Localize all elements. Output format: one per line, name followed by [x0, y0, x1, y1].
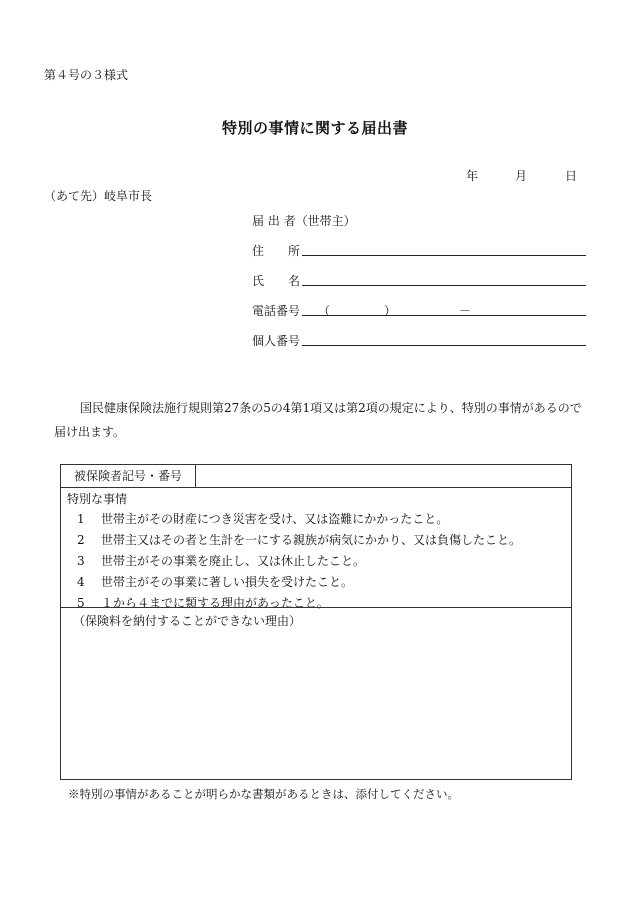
circumstances-table: [60, 464, 572, 780]
item-text: 世帯主がその事業を廃止し、又は休止したこと。: [101, 554, 366, 568]
item-text: 世帯主又はその者と生計を一にする親族が病気にかかり、又は負傷したこと。: [101, 533, 522, 547]
applicant-heading: 届 出 者（世帯主）: [252, 214, 356, 228]
address-label: 住 所: [252, 244, 301, 258]
name-label: 氏 名: [252, 274, 301, 288]
reason-label: （保険料を納付することができない理由）: [73, 614, 302, 628]
list-item: [77, 530, 521, 551]
item-number: 1: [77, 512, 85, 526]
phone-open-paren: （: [318, 304, 331, 318]
insured-row: [61, 465, 571, 488]
phone-label: 電話番号: [252, 304, 301, 318]
page-title: 特別の事情に関する届出書: [221, 119, 408, 137]
date-day-label: 日: [565, 169, 578, 183]
item-number: 5: [77, 596, 85, 610]
list-item: [77, 551, 521, 572]
item-text: 世帯主がその事業に著しい損失を受けたこと。: [101, 575, 354, 589]
item-text: 世帯主がその財産につき災害を受け、又は盗難にかかったこと。: [101, 512, 449, 526]
list-item: [77, 509, 521, 530]
phone-field[interactable]: [302, 315, 586, 316]
item-number: 3: [77, 554, 85, 568]
addressee: （あて先）岐阜市長: [44, 189, 153, 203]
individual-number-field[interactable]: [302, 345, 586, 346]
phone-close-paren: ）: [384, 304, 397, 318]
address-field[interactable]: [302, 255, 586, 256]
special-circumstances-title: 特別な事情: [67, 492, 128, 506]
item-text: １から４までに類する理由があったこと。: [101, 596, 329, 610]
individual-number-label: 個人番号: [252, 334, 301, 348]
list-item: [77, 572, 521, 593]
insured-number-label: 被保険者記号・番号: [61, 465, 196, 487]
name-field[interactable]: [302, 285, 586, 286]
list-item: [77, 593, 521, 614]
insured-number-field[interactable]: [197, 465, 571, 487]
form-number: 第４号の３様式: [44, 68, 129, 82]
date-month-label: 月: [515, 169, 528, 183]
statement-line-2: 届け出ます。: [54, 425, 126, 439]
item-number: 2: [77, 533, 85, 547]
statement-line-1: 国民健康保険法施行規則第27条の5の4第1項又は第2項の規定により、特別の事情があるので: [80, 401, 582, 415]
section-divider: [61, 607, 571, 608]
phone-dash: －: [459, 304, 472, 318]
circumstances-list: [77, 509, 521, 614]
item-number: 4: [77, 575, 85, 589]
footnote: ※特別の事情があることが明らかな書類があるときは、添付してください。: [68, 787, 459, 801]
date-year-label: 年: [466, 169, 479, 183]
